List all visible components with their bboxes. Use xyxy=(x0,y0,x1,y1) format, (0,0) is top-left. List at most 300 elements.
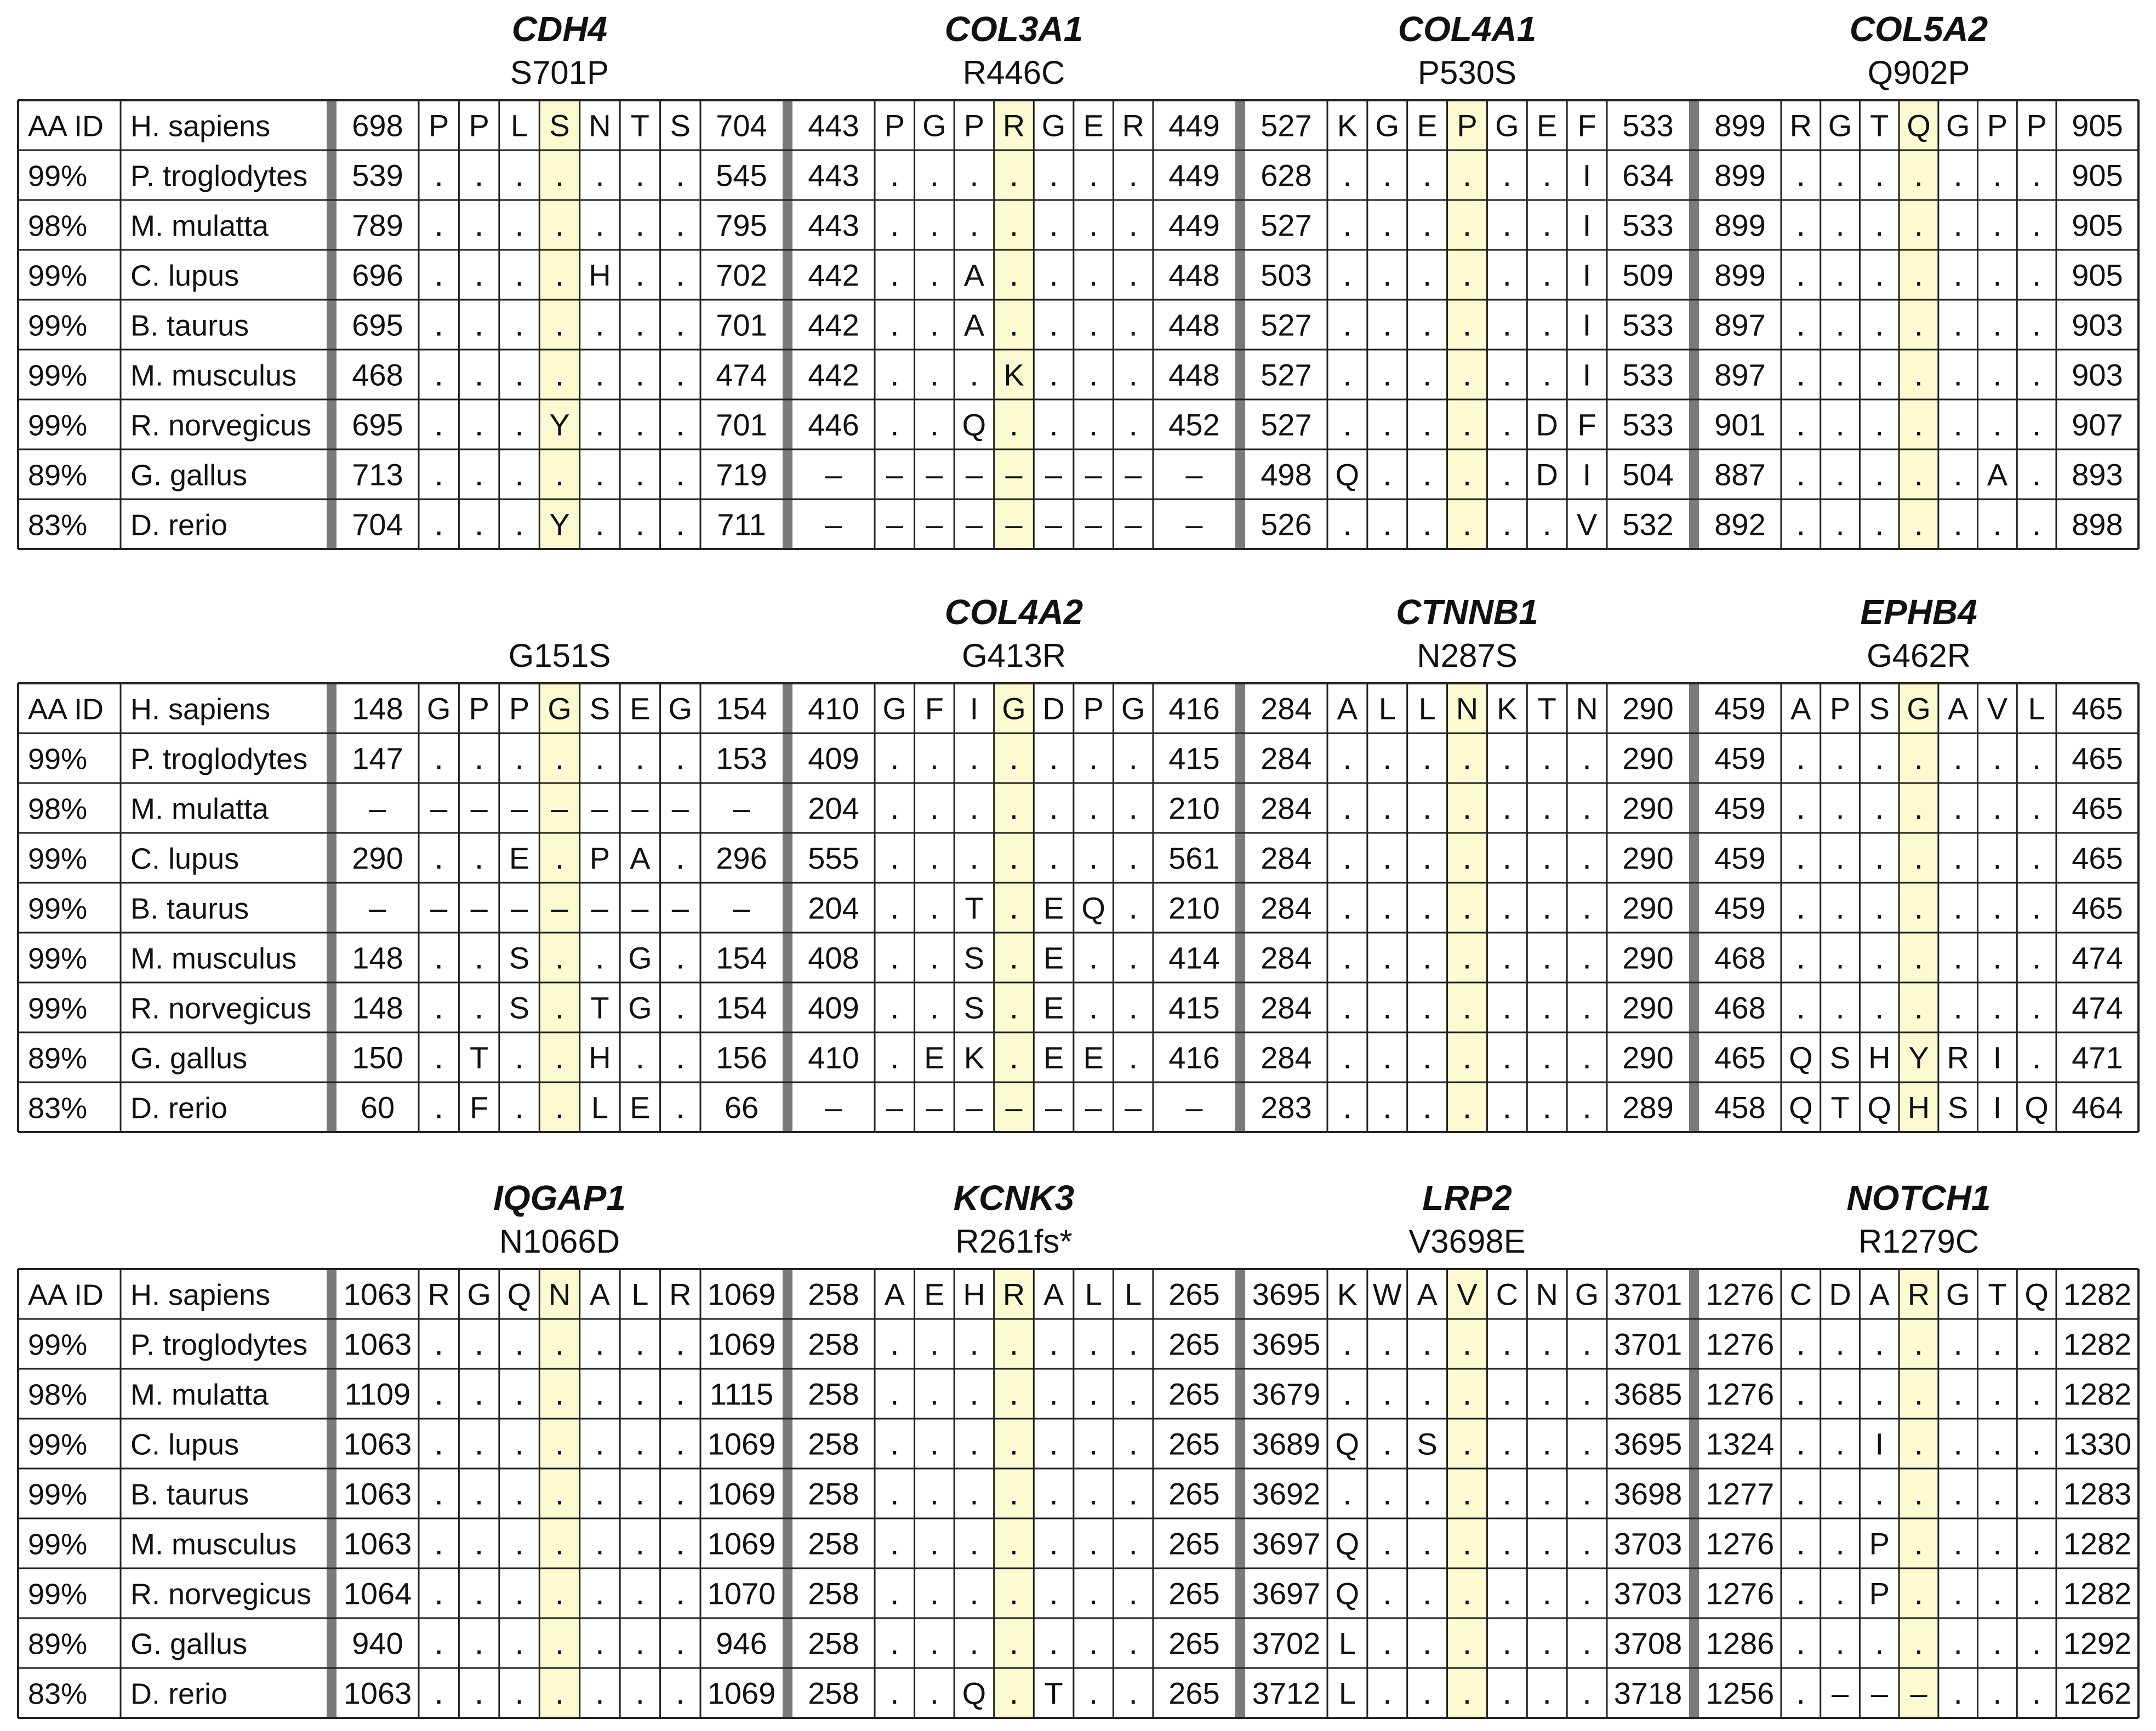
start-position: 940 xyxy=(352,1626,403,1661)
residue-cell: . xyxy=(929,1475,939,1512)
end-position: 1282 xyxy=(2063,1327,2132,1362)
residue-cell: . xyxy=(555,256,564,293)
start-position: 695 xyxy=(352,307,403,342)
residue-cell: . xyxy=(1993,306,2002,343)
residue-cell: . xyxy=(1049,1425,1058,1462)
residue-cell: E xyxy=(1083,108,1104,143)
residue-cell: . xyxy=(1542,789,1552,826)
residue-cell: . xyxy=(595,1624,604,1661)
residue-cell: T xyxy=(1988,1277,2007,1312)
residue-cell: . xyxy=(1049,739,1058,776)
residue-cell: . xyxy=(1874,1624,1884,1661)
residue-cell: I xyxy=(1582,258,1592,293)
residue-cell: . xyxy=(675,156,685,193)
residue-cell: . xyxy=(1874,739,1884,776)
residue-cell: – xyxy=(510,890,528,926)
residue-cell: . xyxy=(1502,739,1512,776)
end-position: 265 xyxy=(1168,1626,1220,1661)
residue-cell: . xyxy=(1009,405,1019,443)
residue-cell: . xyxy=(1088,1475,1098,1512)
start-position: 555 xyxy=(808,841,859,876)
residue-cell: – xyxy=(470,890,488,926)
start-position: 258 xyxy=(808,1626,859,1661)
residue-cell: – xyxy=(1045,507,1063,542)
residue-cell: S xyxy=(1829,1040,1851,1075)
residue-cell: Q xyxy=(1335,457,1360,492)
identity-label: AA ID xyxy=(28,1278,104,1312)
residue-cell: C xyxy=(1496,1277,1519,1312)
species-label: R. norvegicus xyxy=(130,992,312,1025)
residue-cell: . xyxy=(2032,939,2041,976)
residue-cell: . xyxy=(1462,739,1472,776)
residue-cell: . xyxy=(1128,306,1138,343)
residue-cell: . xyxy=(969,739,979,776)
residue-cell: Q xyxy=(1867,1090,1892,1125)
gene-name: CDH4 xyxy=(511,9,608,49)
panel-separator xyxy=(783,683,792,1132)
species-label: R. norvegicus xyxy=(130,409,312,442)
residue-cell: . xyxy=(474,839,484,876)
residue-cell: . xyxy=(1796,256,1806,293)
residue-cell: . xyxy=(1128,939,1138,976)
residue-cell: . xyxy=(1542,1674,1552,1711)
residue-cell: . xyxy=(1422,1325,1432,1362)
end-position: 1282 xyxy=(2063,1277,2132,1312)
start-position: 410 xyxy=(808,691,859,726)
residue-cell: E xyxy=(1417,108,1438,143)
residue-cell: P xyxy=(469,691,489,726)
residue-cell: . xyxy=(434,1624,444,1661)
mutation-label: N287S xyxy=(1417,637,1518,674)
residue-cell: . xyxy=(1049,1524,1058,1562)
species-label: M. mulatta xyxy=(130,209,269,243)
residue-cell: H xyxy=(963,1277,985,1312)
residue-cell: . xyxy=(474,1375,484,1412)
residue-cell: – xyxy=(1085,1090,1102,1125)
residue-cell: . xyxy=(1382,989,1392,1026)
residue-cell: . xyxy=(474,206,484,243)
residue-cell: . xyxy=(1343,405,1352,443)
species-label: H. sapiens xyxy=(130,110,271,143)
start-position: 468 xyxy=(1714,990,1766,1025)
residue-cell: . xyxy=(1835,356,1845,393)
residue-cell: . xyxy=(1009,889,1019,926)
start-position: 443 xyxy=(808,208,859,243)
residue-cell: . xyxy=(1993,989,2002,1026)
residue-cell: . xyxy=(1343,1325,1352,1362)
residue-cell: . xyxy=(555,1038,564,1076)
start-position: 258 xyxy=(808,1676,859,1711)
mutation-label: G151S xyxy=(508,637,611,674)
start-position: – xyxy=(825,507,842,542)
gene-name: LRP2 xyxy=(1422,1178,1512,1218)
residue-cell: . xyxy=(2032,989,2041,1026)
residue-cell: . xyxy=(434,405,444,443)
start-position: 1064 xyxy=(343,1576,412,1611)
residue-cell: T xyxy=(590,990,609,1025)
residue-cell: . xyxy=(969,356,979,393)
residue-cell: . xyxy=(1382,405,1392,443)
residue-cell: . xyxy=(1796,1325,1806,1362)
residue-cell: . xyxy=(1953,1475,1963,1512)
residue-cell: . xyxy=(1128,156,1138,193)
residue-cell: . xyxy=(555,739,564,776)
residue-cell: . xyxy=(595,1475,604,1512)
species-label: G. gallus xyxy=(130,459,248,492)
residue-cell: H xyxy=(1868,1040,1891,1075)
residue-cell: . xyxy=(1502,1574,1512,1612)
residue-cell: . xyxy=(1993,789,2002,826)
start-position: 539 xyxy=(352,158,403,193)
residue-cell: . xyxy=(515,1375,524,1412)
gene-name: IQGAP1 xyxy=(493,1178,626,1218)
start-position: 3712 xyxy=(1252,1676,1321,1711)
residue-cell: . xyxy=(889,206,899,243)
residue-cell: . xyxy=(1382,1524,1392,1562)
residue-cell: . xyxy=(1874,939,1884,976)
residue-cell: A xyxy=(884,1277,905,1312)
residue-cell: E xyxy=(1043,940,1064,975)
residue-cell: . xyxy=(1953,256,1963,293)
residue-cell: . xyxy=(1835,156,1845,193)
residue-cell: E xyxy=(924,1277,945,1312)
residue-cell: R xyxy=(1789,108,1812,143)
residue-cell: . xyxy=(2032,1325,2041,1362)
end-position: 1115 xyxy=(709,1376,774,1412)
residue-cell: . xyxy=(474,156,484,193)
residue-cell: . xyxy=(1382,1425,1392,1462)
start-position: 410 xyxy=(808,1040,859,1075)
start-position: 284 xyxy=(1260,890,1312,926)
residue-cell: . xyxy=(1874,356,1884,393)
start-position: 284 xyxy=(1260,940,1312,975)
residue-cell: . xyxy=(1993,1624,2002,1661)
residue-cell: . xyxy=(515,1524,524,1562)
residue-cell: P xyxy=(1457,108,1478,143)
residue-cell: . xyxy=(1835,306,1845,343)
residue-cell: T xyxy=(630,108,649,143)
residue-cell: . xyxy=(1914,306,1924,343)
residue-cell: . xyxy=(1009,1325,1019,1362)
residue-cell: . xyxy=(1382,505,1392,542)
residue-cell: . xyxy=(635,1674,645,1711)
start-position: 1286 xyxy=(1706,1626,1775,1661)
end-position: – xyxy=(1185,1090,1203,1125)
start-position: 284 xyxy=(1260,1040,1312,1075)
residue-cell: P xyxy=(509,691,530,726)
residue-cell: . xyxy=(1422,1524,1432,1562)
residue-cell: . xyxy=(515,1088,524,1126)
residue-cell: . xyxy=(969,789,979,826)
residue-cell: . xyxy=(1422,739,1432,776)
residue-cell: A xyxy=(630,841,651,876)
residue-cell: . xyxy=(1128,889,1138,926)
residue-cell: . xyxy=(1582,1088,1592,1126)
residue-cell: . xyxy=(635,1375,645,1412)
start-position: 443 xyxy=(808,108,859,143)
residue-cell: . xyxy=(1542,1038,1552,1076)
residue-cell: . xyxy=(1128,1425,1138,1462)
residue-cell: Q xyxy=(1907,108,1931,143)
residue-cell: . xyxy=(1835,1375,1845,1412)
residue-cell: Q xyxy=(1081,890,1105,926)
residue-cell: . xyxy=(929,1375,939,1412)
residue-cell: . xyxy=(555,455,564,493)
identity-label: 99% xyxy=(28,359,88,392)
residue-cell: Q xyxy=(1789,1040,1813,1075)
residue-cell: . xyxy=(1914,739,1924,776)
residue-cell: . xyxy=(929,1574,939,1612)
residue-cell: . xyxy=(1502,939,1512,976)
residue-cell: . xyxy=(675,1425,685,1462)
residue-cell: . xyxy=(1343,1475,1352,1512)
end-position: 893 xyxy=(2072,457,2123,492)
gene-name: COL4A1 xyxy=(1398,9,1537,49)
residue-cell: . xyxy=(474,989,484,1026)
identity-label: 99% xyxy=(28,1578,88,1611)
residue-cell: P xyxy=(884,108,905,143)
end-position: 545 xyxy=(716,158,767,193)
residue-cell: . xyxy=(1953,789,1963,826)
residue-cell: . xyxy=(1128,1475,1138,1512)
residue-cell: . xyxy=(1914,405,1924,443)
residue-cell: N xyxy=(589,108,611,143)
mutation-label: G413R xyxy=(961,637,1066,674)
residue-cell: . xyxy=(1128,1574,1138,1612)
residue-cell: . xyxy=(635,1475,645,1512)
residue-cell: . xyxy=(1582,1425,1592,1462)
start-position: 696 xyxy=(352,258,403,293)
residue-cell: . xyxy=(434,455,444,493)
residue-cell: . xyxy=(969,839,979,876)
residue-cell: . xyxy=(889,1524,899,1562)
residue-cell: G xyxy=(1041,108,1066,143)
end-position: 448 xyxy=(1168,357,1220,392)
start-position: 1256 xyxy=(1706,1676,1775,1711)
residue-cell: . xyxy=(635,1524,645,1562)
residue-cell: . xyxy=(555,939,564,976)
residue-cell: . xyxy=(1993,1375,2002,1412)
residue-cell: – xyxy=(1045,457,1063,492)
residue-cell: . xyxy=(929,939,939,976)
residue-cell: . xyxy=(1796,989,1806,1026)
residue-cell: . xyxy=(1462,1325,1472,1362)
residue-cell: . xyxy=(929,206,939,243)
residue-cell: . xyxy=(1009,1674,1019,1711)
residue-cell: S xyxy=(1948,1090,1969,1125)
residue-cell: . xyxy=(889,1038,899,1076)
residue-cell: I xyxy=(969,691,979,726)
residue-cell: . xyxy=(595,1674,604,1711)
residue-cell: . xyxy=(1796,789,1806,826)
species-label: D. rerio xyxy=(130,509,228,542)
residue-cell: – xyxy=(1910,1676,1927,1711)
residue-cell: . xyxy=(2032,1624,2041,1661)
residue-cell: . xyxy=(635,206,645,243)
residue-cell: . xyxy=(1582,1624,1592,1661)
start-position: 1063 xyxy=(343,1327,412,1362)
residue-cell: P xyxy=(1987,108,2008,143)
start-position: 284 xyxy=(1260,791,1312,826)
identity-label: 89% xyxy=(28,1627,88,1661)
residue-cell: – xyxy=(1085,507,1102,542)
residue-cell: . xyxy=(889,1375,899,1412)
residue-cell: . xyxy=(1953,405,1963,443)
residue-cell: . xyxy=(1462,789,1472,826)
residue-cell: C xyxy=(1789,1277,1812,1312)
residue-cell: P xyxy=(1083,691,1104,726)
residue-cell: . xyxy=(635,1038,645,1076)
residue-cell: G xyxy=(1575,1277,1599,1312)
residue-cell: . xyxy=(675,839,685,876)
residue-cell: L xyxy=(591,1090,609,1125)
residue-cell: . xyxy=(1382,1624,1392,1661)
end-position: 3698 xyxy=(1613,1476,1682,1511)
mutation-label: Q902P xyxy=(1867,54,1970,91)
residue-cell: K xyxy=(1337,1277,1358,1312)
end-position: – xyxy=(733,791,750,826)
residue-cell: . xyxy=(515,1038,524,1076)
species-label: B. taurus xyxy=(130,1478,249,1511)
species-label: M. musculus xyxy=(130,942,297,975)
residue-cell: . xyxy=(1953,455,1963,493)
residue-cell: . xyxy=(1542,1624,1552,1661)
residue-cell: W xyxy=(1372,1277,1402,1312)
residue-cell: . xyxy=(1502,1375,1512,1412)
start-position: 1109 xyxy=(344,1376,411,1412)
identity-label: 98% xyxy=(28,792,88,826)
residue-cell: . xyxy=(1835,1325,1845,1362)
residue-cell: . xyxy=(1462,1574,1472,1612)
residue-cell: N xyxy=(548,1277,571,1312)
residue-cell: . xyxy=(929,1425,939,1462)
residue-cell: . xyxy=(1009,156,1019,193)
residue-cell: . xyxy=(675,356,685,393)
panel-separator xyxy=(1235,683,1245,1132)
residue-cell: – xyxy=(1831,1676,1849,1711)
residue-cell: . xyxy=(1009,1475,1019,1512)
start-position: – xyxy=(369,791,386,826)
residue-cell: . xyxy=(595,1325,604,1362)
species-label: P. troglodytes xyxy=(130,159,308,193)
end-position: 1282 xyxy=(2063,1576,2132,1611)
residue-cell: . xyxy=(1874,306,1884,343)
residue-cell: – xyxy=(671,890,689,926)
residue-cell: I xyxy=(1582,158,1592,193)
residue-cell: . xyxy=(1953,1674,1963,1711)
start-position: 789 xyxy=(352,208,403,243)
residue-cell: . xyxy=(1128,1325,1138,1362)
start-position: 526 xyxy=(1260,507,1312,542)
end-position: 265 xyxy=(1168,1277,1220,1312)
residue-cell: . xyxy=(675,206,685,243)
start-position: 1063 xyxy=(343,1426,412,1461)
residue-cell: . xyxy=(1382,739,1392,776)
residue-cell: . xyxy=(434,505,444,542)
residue-cell: S xyxy=(1417,1426,1438,1461)
residue-cell: . xyxy=(1502,356,1512,393)
residue-cell: E xyxy=(1043,890,1064,926)
residue-cell: . xyxy=(1422,405,1432,443)
residue-cell: . xyxy=(1343,156,1352,193)
residue-cell: . xyxy=(1502,1674,1512,1711)
species-label: M. musculus xyxy=(130,359,297,392)
end-position: 1069 xyxy=(707,1476,776,1511)
residue-cell: . xyxy=(675,1088,685,1126)
start-position: 498 xyxy=(1260,457,1312,492)
residue-cell: T xyxy=(1870,108,1889,143)
residue-cell: . xyxy=(1914,206,1924,243)
residue-cell: . xyxy=(1502,206,1512,243)
residue-cell: . xyxy=(515,739,524,776)
residue-cell: P xyxy=(469,108,489,143)
residue-cell: E xyxy=(630,1090,651,1125)
residue-cell: . xyxy=(1009,789,1019,826)
residue-cell: . xyxy=(1088,1325,1098,1362)
end-position: – xyxy=(1185,457,1203,492)
identity-label: 83% xyxy=(28,509,88,542)
residue-cell: A xyxy=(1417,1277,1438,1312)
residue-cell: . xyxy=(635,405,645,443)
end-position: 290 xyxy=(1622,1040,1674,1075)
residue-cell: . xyxy=(1993,739,2002,776)
end-position: 3703 xyxy=(1613,1526,1682,1561)
residue-cell: . xyxy=(1542,1524,1552,1562)
residue-cell: . xyxy=(2032,356,2041,393)
start-position: 527 xyxy=(1260,307,1312,342)
end-position: 1282 xyxy=(2063,1376,2132,1412)
residue-cell: . xyxy=(1993,505,2002,542)
identity-label: AA ID xyxy=(28,110,104,143)
mutation-label: V3698E xyxy=(1408,1223,1526,1260)
residue-cell: . xyxy=(1009,1574,1019,1612)
start-position: 527 xyxy=(1260,208,1312,243)
residue-cell: . xyxy=(1382,1674,1392,1711)
end-position: 509 xyxy=(1622,258,1674,293)
residue-cell: . xyxy=(1009,1038,1019,1076)
end-position: 474 xyxy=(2072,990,2123,1025)
end-position: 702 xyxy=(716,258,767,293)
gene-name: CTNNB1 xyxy=(1396,592,1538,632)
end-position: 66 xyxy=(724,1090,759,1125)
residue-cell: . xyxy=(1993,839,2002,876)
residue-cell: . xyxy=(1128,789,1138,826)
residue-cell: R xyxy=(1947,1040,1969,1075)
residue-cell: . xyxy=(1796,1375,1806,1412)
identity-label: 99% xyxy=(28,1528,88,1561)
residue-cell: . xyxy=(929,1524,939,1562)
start-position: 1276 xyxy=(1706,1576,1775,1611)
residue-cell: . xyxy=(1049,839,1058,876)
residue-cell: . xyxy=(434,206,444,243)
residue-cell: . xyxy=(1128,1624,1138,1661)
species-label: C. lupus xyxy=(130,1428,239,1461)
residue-cell: . xyxy=(1953,1325,1963,1362)
end-position: 3718 xyxy=(1613,1676,1682,1711)
end-position: 701 xyxy=(716,407,767,442)
residue-cell: . xyxy=(434,156,444,193)
residue-cell: . xyxy=(1874,789,1884,826)
residue-cell: K xyxy=(1497,691,1518,726)
start-position: 3689 xyxy=(1252,1426,1321,1461)
residue-cell: . xyxy=(889,939,899,976)
residue-cell: . xyxy=(1835,839,1845,876)
residue-cell: L xyxy=(1338,1676,1356,1711)
residue-cell: V xyxy=(1457,1277,1478,1312)
end-position: 795 xyxy=(716,208,767,243)
residue-cell: – xyxy=(965,457,983,492)
residue-cell: . xyxy=(635,1425,645,1462)
